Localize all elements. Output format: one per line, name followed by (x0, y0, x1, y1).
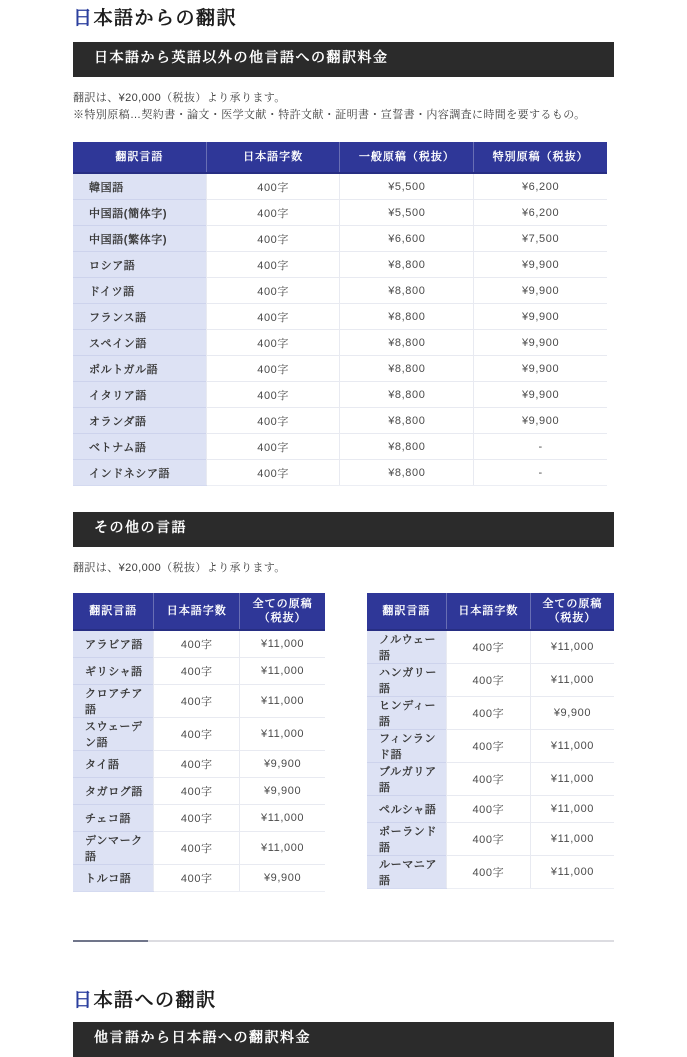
language-cell: ノルウェー語 (367, 630, 446, 664)
language-cell: ペルシャ語 (367, 796, 446, 823)
table-header-cell: 日本語字数 (154, 593, 240, 630)
table-row (73, 630, 325, 658)
value-cell: ¥11,000 (240, 832, 325, 865)
value-cell: 400字 (446, 630, 530, 664)
language-cell: チェコ語 (73, 805, 154, 832)
value-cell: ¥9,900 (474, 382, 607, 408)
language-cell: イタリア語 (73, 382, 206, 408)
table-row (73, 173, 607, 200)
table-row (73, 751, 325, 778)
value-cell: 400字 (206, 304, 340, 330)
table-row (73, 685, 325, 718)
value-cell: ¥5,500 (340, 200, 474, 226)
value-cell: 400字 (154, 778, 240, 805)
value-cell: 400字 (446, 856, 530, 889)
value-cell: 400字 (206, 434, 340, 460)
value-cell: 400字 (154, 718, 240, 751)
table-row (73, 805, 325, 832)
value-cell: ¥6,600 (340, 226, 474, 252)
table-row (73, 278, 607, 304)
value-cell: ¥11,000 (240, 630, 325, 658)
value-cell: ¥8,800 (340, 252, 474, 278)
value-cell: ¥9,900 (474, 408, 607, 434)
table-row (73, 330, 607, 356)
language-cell: フランス語 (73, 304, 206, 330)
section-title-to-japanese: 日本語への翻訳 (73, 990, 217, 1011)
value-cell: ¥8,800 (340, 408, 474, 434)
language-cell: ポーランド語 (367, 823, 446, 856)
value-cell: ¥9,900 (240, 865, 325, 892)
value-cell: 400字 (446, 796, 530, 823)
language-cell: 韓国語 (73, 173, 206, 200)
table-header-cell: 日本語字数 (446, 593, 530, 630)
other-languages-note (73, 560, 614, 577)
table-row (367, 697, 614, 730)
value-cell: - (474, 460, 607, 486)
value-cell: ¥8,800 (340, 356, 474, 382)
other-languages-tables (73, 593, 614, 892)
table-row (73, 658, 325, 685)
value-cell: 400字 (206, 226, 340, 252)
language-cell: トルコ語 (73, 865, 154, 892)
table-header-cell: 全ての原稿（税抜） (240, 593, 325, 630)
value-cell: ¥8,800 (340, 382, 474, 408)
value-cell: ¥11,000 (240, 718, 325, 751)
value-cell: 400字 (446, 763, 530, 796)
value-cell: ¥8,800 (340, 330, 474, 356)
value-cell: ¥9,900 (474, 278, 607, 304)
note-base-price-2: 翻訳は、¥20,000（税抜）より承ります。 (73, 562, 286, 574)
value-cell: 400字 (154, 751, 240, 778)
table-row (73, 252, 607, 278)
divider-accent (73, 940, 148, 942)
table-header-cell: 翻訳言語 (367, 593, 446, 630)
table-row (73, 778, 325, 805)
table-header-row (367, 593, 614, 630)
note-special-manuscript: ※特別原稿…契約書・論文・医学文献・特許文献・証明書・宣誓書・内容調査に時間を要するもの。 (73, 109, 586, 121)
language-cell: ギリシャ語 (73, 658, 154, 685)
language-cell: ハンガリー語 (367, 664, 446, 697)
language-cell: ドイツ語 (73, 278, 206, 304)
table-row (367, 763, 614, 796)
value-cell: ¥8,800 (340, 434, 474, 460)
value-cell: ¥11,000 (240, 805, 325, 832)
value-cell: ¥9,900 (530, 697, 614, 730)
heading-bar-to-japanese-pricing: 他言語から日本語への翻訳料金 (73, 1022, 614, 1057)
value-cell: ¥8,800 (340, 304, 474, 330)
language-cell: スペイン語 (73, 330, 206, 356)
value-cell: 400字 (154, 630, 240, 658)
other-languages-table-right (367, 593, 614, 889)
table-row (367, 796, 614, 823)
table-row (73, 460, 607, 486)
table-row (73, 200, 607, 226)
language-cell: フィンランド語 (367, 730, 446, 763)
value-cell: ¥11,000 (240, 658, 325, 685)
value-cell: ¥11,000 (530, 823, 614, 856)
value-cell: 400字 (154, 658, 240, 685)
value-cell: ¥9,900 (474, 330, 607, 356)
value-cell: 400字 (154, 805, 240, 832)
table-header-cell: 全ての原稿（税抜） (530, 593, 614, 630)
value-cell: ¥11,000 (530, 796, 614, 823)
value-cell: 400字 (206, 200, 340, 226)
language-cell: インドネシア語 (73, 460, 206, 486)
translation-price-table (73, 142, 607, 486)
value-cell: 400字 (206, 252, 340, 278)
value-cell: ¥9,900 (474, 252, 607, 278)
section-title-from-japanese: 日本語からの翻訳 (73, 8, 238, 29)
language-cell: スウェーデン語 (73, 718, 154, 751)
value-cell: 400字 (154, 865, 240, 892)
value-cell: ¥6,200 (474, 200, 607, 226)
value-cell: ¥9,900 (240, 778, 325, 805)
value-cell: ¥6,200 (474, 173, 607, 200)
value-cell: ¥8,800 (340, 278, 474, 304)
language-cell: ポルトガル語 (73, 356, 206, 382)
table-header-cell: 一般原稿（税抜） (340, 142, 474, 173)
value-cell: ¥11,000 (530, 763, 614, 796)
language-cell: タイ語 (73, 751, 154, 778)
value-cell: 400字 (206, 382, 340, 408)
value-cell: 400字 (154, 832, 240, 865)
table-row (73, 356, 607, 382)
table-header-cell: 日本語字数 (206, 142, 340, 173)
table-header-row (73, 593, 325, 630)
value-cell: ¥11,000 (240, 685, 325, 718)
language-cell: オランダ語 (73, 408, 206, 434)
value-cell: 400字 (446, 664, 530, 697)
heading-bar-from-japanese-pricing: 日本語から英語以外の他言語への翻訳料金 (73, 42, 614, 77)
language-cell: ルーマニア語 (367, 856, 446, 889)
table-row (73, 832, 325, 865)
table-row (73, 382, 607, 408)
table-row (367, 856, 614, 889)
value-cell: - (474, 434, 607, 460)
value-cell: ¥11,000 (530, 630, 614, 664)
language-cell: ヒンディー語 (367, 697, 446, 730)
table-row (367, 664, 614, 697)
other-languages-table-left (73, 593, 325, 892)
table-row (73, 408, 607, 434)
pricing-notes (73, 90, 614, 124)
language-cell: デンマーク語 (73, 832, 154, 865)
value-cell: 400字 (206, 330, 340, 356)
value-cell: 400字 (206, 173, 340, 200)
language-cell: ベトナム語 (73, 434, 206, 460)
value-cell: ¥7,500 (474, 226, 607, 252)
value-cell: 400字 (206, 408, 340, 434)
language-cell: ブルガリア語 (367, 763, 446, 796)
table-row (73, 226, 607, 252)
heading-bar-other-languages: その他の言語 (73, 512, 614, 547)
language-cell: タガログ語 (73, 778, 154, 805)
language-cell: ロシア語 (73, 252, 206, 278)
value-cell: ¥9,900 (474, 356, 607, 382)
value-cell: 400字 (206, 356, 340, 382)
value-cell: ¥11,000 (530, 856, 614, 889)
value-cell: ¥11,000 (530, 730, 614, 763)
table-header-row (73, 142, 607, 173)
table-row (367, 730, 614, 763)
table-header-cell: 翻訳言語 (73, 593, 154, 630)
table-row (73, 865, 325, 892)
value-cell: 400字 (446, 730, 530, 763)
value-cell: 400字 (206, 460, 340, 486)
value-cell: ¥8,800 (340, 460, 474, 486)
value-cell: ¥9,900 (474, 304, 607, 330)
value-cell: ¥11,000 (530, 664, 614, 697)
value-cell: ¥5,500 (340, 173, 474, 200)
table-row (73, 434, 607, 460)
value-cell: ¥9,900 (240, 751, 325, 778)
table-header-cell: 翻訳言語 (73, 142, 206, 173)
note-base-price: 翻訳は、¥20,000（税抜）より承ります。 (73, 92, 286, 104)
language-cell: アラビア語 (73, 630, 154, 658)
table-header-cell: 特別原稿（税抜） (474, 142, 607, 173)
language-cell: クロアチア語 (73, 685, 154, 718)
value-cell: 400字 (446, 697, 530, 730)
table-row (73, 718, 325, 751)
section-divider (73, 940, 614, 942)
value-cell: 400字 (206, 278, 340, 304)
table-row (367, 823, 614, 856)
language-cell: 中国語(繁体字) (73, 226, 206, 252)
value-cell: 400字 (154, 685, 240, 718)
value-cell: 400字 (446, 823, 530, 856)
table-row (73, 304, 607, 330)
language-cell: 中国語(簡体字) (73, 200, 206, 226)
table-row (367, 630, 614, 664)
